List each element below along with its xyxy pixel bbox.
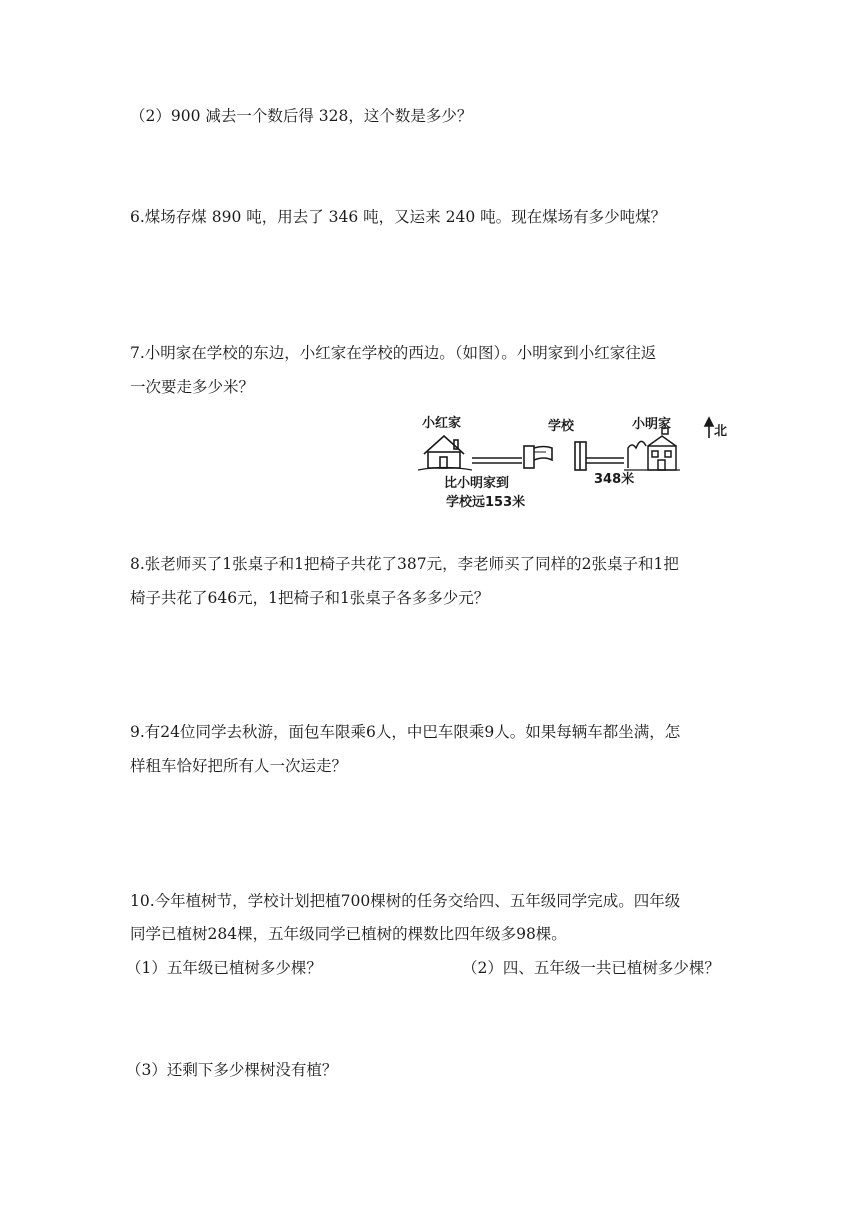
question-7-line-2: 一次要走多少米？ <box>130 378 255 396</box>
xiaoming-label: 小明家 <box>632 417 672 432</box>
question-10-line-1: 10.今年植树节，学校计划把植700棵树的任务交给四、五年级同学完成。四年级 <box>130 892 681 910</box>
question-10-line-2: 同学已植树284棵，五年级同学已植树的棵数比四年级多98棵。 <box>130 925 567 943</box>
school-icon <box>524 442 586 470</box>
compare-label-line-2: 学校远153米 <box>446 495 526 510</box>
xiaoming-house-icon <box>624 428 680 470</box>
road-left <box>472 458 522 463</box>
question-8-line-1: 8.张老师买了1张桌子和1把椅子共花了387元，李老师买了同样的2张桌子和1把 <box>130 555 679 573</box>
road-right <box>586 458 624 463</box>
question-5-part-2: （2）900 减去一个数后得 328，这个数是多少？ <box>130 107 473 125</box>
xiaohong-house-icon <box>418 436 472 470</box>
question-10-part-3: （3）还剩下多少棵树没有植？ <box>126 1061 338 1079</box>
question-10-part-2: （2）四、五年级一共已植树多少棵？ <box>462 959 720 977</box>
question-6: 6.煤场存煤 890 吨，用去了 346 吨，又运来 240 吨。现在煤场有多少吨煤？ <box>130 208 667 226</box>
school-home-diagram <box>414 408 744 512</box>
distance-label: 348米 <box>594 472 635 487</box>
question-8-line-2: 椅子共花了646元，1把椅子和1张桌子各多多少元？ <box>130 589 490 607</box>
school-label: 学校 <box>548 419 575 434</box>
north-arrow-icon <box>705 418 713 438</box>
question-9-line-2: 样租车恰好把所有人一次运走？ <box>130 757 348 775</box>
north-label: 北 <box>714 424 728 439</box>
question-10-part-1: （1）五年级已植树多少棵？ <box>126 959 322 977</box>
question-9-line-1: 9.有24位同学去秋游，面包车限乘6人，中巴车限乘9人。如果每辆车都坐满，怎 <box>130 723 681 741</box>
compare-label-line-1: 比小明家到 <box>444 476 510 491</box>
question-7-line-1: 7.小明家在学校的东边，小红家在学校的西边。（如图）。小明家到小红家往返 <box>130 344 657 362</box>
xiaohong-label: 小红家 <box>422 416 462 431</box>
